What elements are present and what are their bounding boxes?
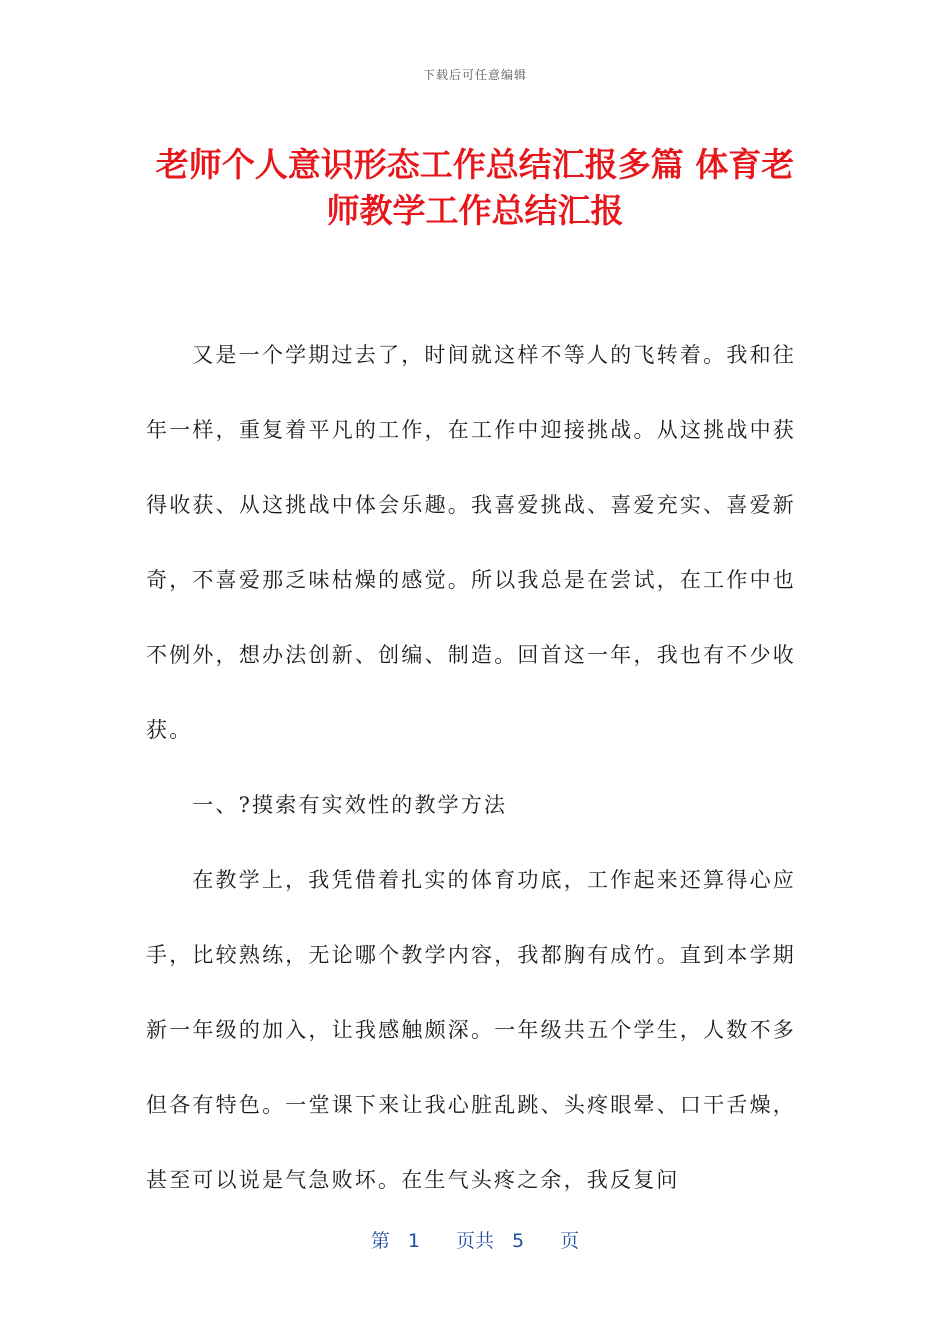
document-title: 老师个人意识形态工作总结汇报多篇 体育老师教学工作总结汇报 — [155, 145, 795, 230]
page-label-middle: 页共 — [455, 1230, 494, 1252]
paragraph-intro: 又是一个学期过去了，时间就这样不等人的飞转着。我和往年一样，重复着平凡的工作，在工作中迎接挑战。从这挑战中获得收获、从这挑战中体会乐趣。我喜爱挑战、喜爱充实、喜爱新奇，不喜爱那乏味枯燥的感觉。所以我总是在尝试，在工作中也不例外，想办法创新、创编、制造。回首这一年，我也有不少收获。 — [146, 343, 796, 742]
paragraph-teaching: 在教学上，我凭借着扎实的体育功底，工作起来还算得心应手，比较熟练，无论哪个教学内容，我都胸有成竹。直到本学期新一年级的加入，让我感触颇深。一年级共五个学生，人数不多但各有特色。一堂课下来让我心脏乱跳、头疼眼晕、口干舌燥，甚至可以说是气急败坏。在生气头疼之余，我反复问 — [146, 868, 796, 1192]
header-note: 下载后可任意编辑 — [422, 68, 527, 82]
page-label-prefix: 第 — [370, 1230, 390, 1252]
page-total: 5 — [512, 1230, 525, 1252]
document-body — [146, 318, 796, 1218]
page-footer — [0, 1226, 950, 1253]
page-label-suffix: 页 — [560, 1230, 580, 1252]
section-heading: 一、?摸索有实效性的教学方法 — [192, 793, 508, 817]
page-number: 1 — [407, 1230, 420, 1252]
